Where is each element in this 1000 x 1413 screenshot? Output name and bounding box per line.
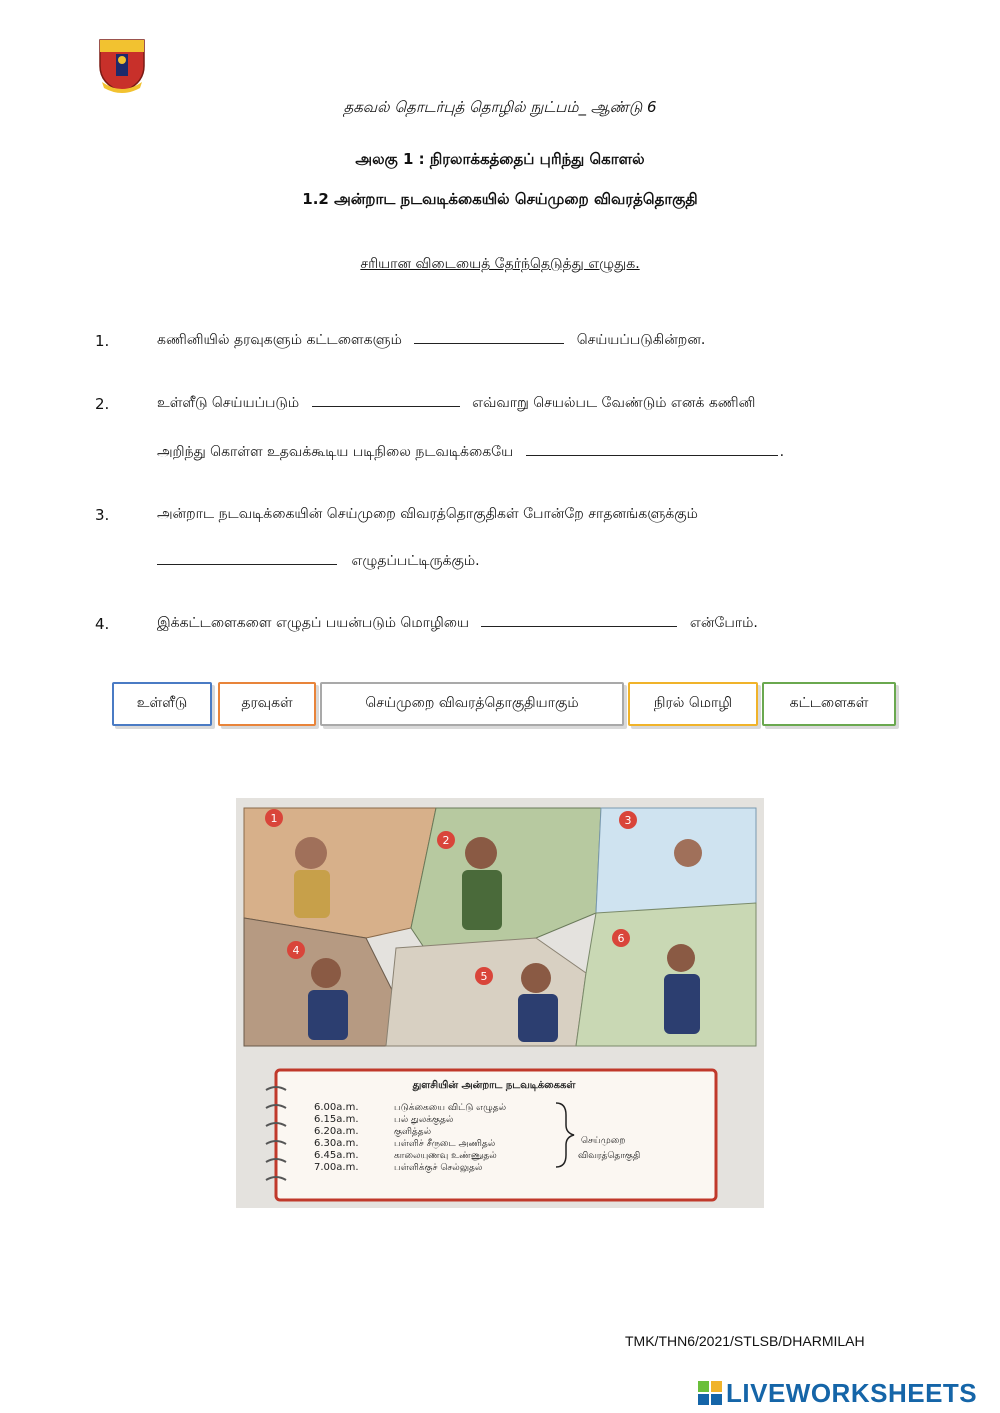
liveworksheets-brand[interactable]: LIVEWORKSHEETS [726,1378,978,1408]
question-number: 4. [95,615,110,633]
schedule-time: 6.15a.m. [314,1114,359,1125]
topic-title: 1.2 அன்றாட நடவடிக்கையில் செய்முறை விவரத்தொகுதி [302,190,698,208]
answer-blank[interactable] [414,342,564,344]
school-crest-logo [96,36,148,94]
answer-blank[interactable] [157,563,337,565]
schedule-time: 6.00a.m. [314,1102,359,1113]
schedule-time: 6.45a.m. [314,1150,359,1161]
scene-number: 2 [442,834,450,847]
question-text: . [779,444,785,460]
option-programming-language[interactable]: நிரல் மொழி [628,682,758,726]
option-instructions[interactable]: கட்டளைகள் [762,682,896,726]
question-text: அறிந்து கொள்ள உதவக்கூடிய படிநிலை நடவடிக்கையே [157,444,514,460]
question-1 [157,332,705,350]
answer-blank[interactable] [481,625,677,627]
schedule-activity: பள்ளிச் சீருடை அணிதல் [394,1139,496,1149]
schedule-activity: பள்ளிக்குச் செல்லுதல் [394,1163,483,1173]
question-text: அன்றாட நடவடிக்கையின் செய்முறை விவரத்தொகுதிகள் போன்றே சாதனங்களுக்கும் [157,506,698,522]
question-text: உள்ளீடு செய்யப்படும் [157,395,300,411]
question-2-line-2 [157,444,784,462]
scene-number: 4 [292,944,300,957]
question-text: இக்கட்டளைகளை எழுதப் பயன்படும் மொழியை [157,615,469,631]
schedule-activity: பல் துலக்குதல் [394,1115,454,1125]
schedule-time: 7.00a.m. [314,1162,359,1173]
schedule-time: 6.30a.m. [314,1138,359,1149]
question-number: 1. [95,332,110,350]
scene-number: 6 [617,932,625,945]
question-text: கணினியில் தரவுகளும் கட்டளைகளும் [157,332,402,348]
question-2 [157,395,755,413]
question-text: எழுதப்பட்டிருக்கும். [351,553,480,569]
question-4 [157,615,758,633]
daily-routine-illustration [236,798,764,1208]
question-text: என்போம். [689,615,758,631]
subject-title: தகவல் தொடர்புத் தொழில் நுட்பம்_ ஆண்டு 6 [343,98,657,116]
question-number: 3. [95,506,110,524]
scene-number: 3 [624,814,632,827]
option-procedure[interactable]: செய்முறை விவரத்தொகுதியாகும் [320,682,624,726]
question-3 [157,506,698,524]
brace-label: விவரத்தொகுதி [578,1151,641,1161]
unit-title: அலகு 1 : நிரலாக்கத்தைப் புரிந்து கொளல் [355,150,645,168]
brace-label: செய்முறை [581,1136,626,1146]
option-data[interactable]: தரவுகள் [218,682,316,726]
schedule-activity: படுக்கையை விட்டு எழுதல் [394,1103,507,1113]
question-number: 2. [95,395,110,413]
question-text: எவ்வாறு செயல்பட வேண்டும் எனக் கணினி [472,395,756,411]
question-3-line-2 [157,553,480,571]
schedule-time: 6.20a.m. [314,1126,359,1137]
answer-blank[interactable] [312,405,460,407]
schedule-activity: காலையுணவு உண்ணுதல் [394,1151,497,1161]
schedule-activity: குளித்தல் [394,1127,432,1137]
scene-panels [244,808,756,1046]
liveworksheets-logo-icon [697,1380,723,1406]
question-text: செய்யப்படுகின்றன. [576,332,706,348]
schedule-title: துளசியின் அன்றாட நடவடிக்கைகள் [412,1080,576,1091]
instruction: சரியான விடையைத் தேர்ந்தெடுத்து எழுதுக. [360,256,640,272]
scene-number: 5 [480,970,488,983]
option-input[interactable]: உள்ளீடு [112,682,212,726]
scene-number: 1 [270,812,278,825]
footer-code: TMK/THN6/2021/STLSB/DHARMILAH [625,1333,865,1349]
answer-blank[interactable] [526,454,778,456]
